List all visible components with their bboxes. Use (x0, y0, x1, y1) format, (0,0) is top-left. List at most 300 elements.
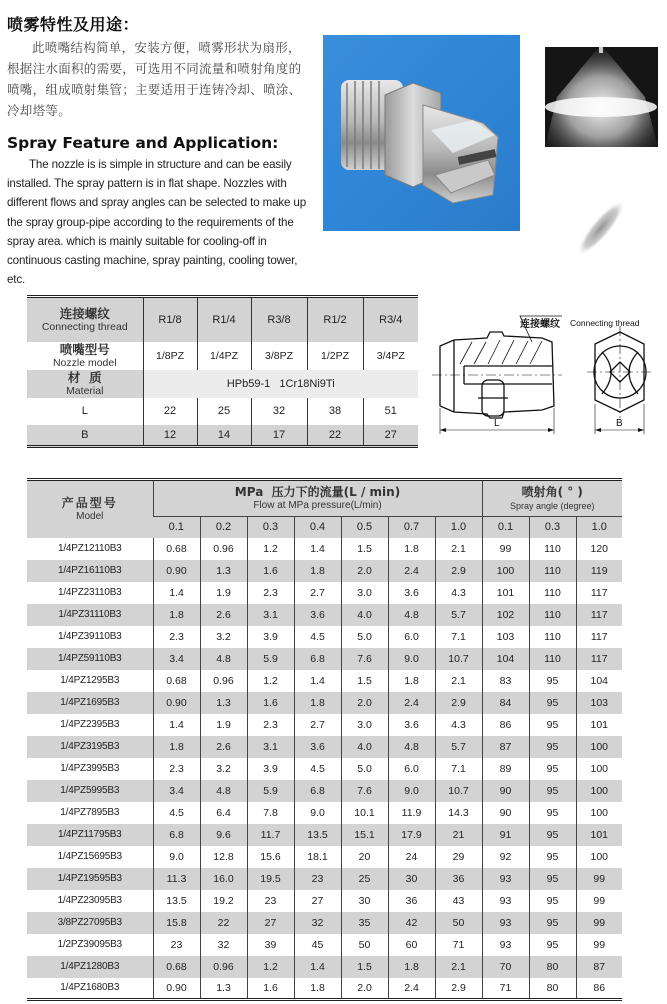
spec-cell: 14 (197, 425, 251, 447)
model-cell: 1/4PZ3995B3 (27, 758, 153, 780)
angle-cell: 100 (576, 758, 622, 780)
flow-table-row (27, 868, 622, 890)
flow-cell: 9.6 (200, 824, 247, 846)
flow-cell: 3.9 (247, 626, 294, 648)
flow-header-cn: MPa 压力下的流量(L / min) (234, 485, 401, 499)
flow-table-body (27, 538, 622, 1000)
angle-cell: 95 (529, 670, 576, 692)
angle-cell: 101 (482, 582, 529, 604)
model-cell: 1/4PZ16110B3 (27, 560, 153, 582)
flow-cell: 1.8 (294, 560, 341, 582)
flow-cell: 3.1 (247, 604, 294, 626)
flow-cell: 1.4 (294, 538, 341, 560)
angle-cell: 84 (482, 692, 529, 714)
flow-cell: 23 (153, 934, 200, 956)
angle-cell: 104 (482, 648, 529, 670)
flow-cell: 50 (341, 934, 388, 956)
angle-cell: 119 (576, 560, 622, 582)
pressure-header: 0.2 (200, 517, 247, 538)
model-cell: 1/4PZ59110B3 (27, 648, 153, 670)
nozzle-technical-drawing (432, 308, 664, 440)
angle-cell: 91 (482, 824, 529, 846)
angle-header-cn: 喷射角( ° ) (521, 485, 583, 499)
flow-table-row (27, 978, 622, 1000)
flow-cell: 1.8 (153, 604, 200, 626)
spec-cell: 3/4PZ (363, 342, 418, 370)
flow-cell: 13.5 (153, 890, 200, 912)
flow-cell: 1.8 (294, 692, 341, 714)
flow-cell: 2.3 (153, 626, 200, 648)
angle-cell: 90 (482, 802, 529, 824)
flow-cell: 1.4 (294, 956, 341, 978)
spec-cell: R1/2 (307, 297, 363, 342)
flow-cell: 2.9 (435, 692, 482, 714)
flow-cell: 1.8 (388, 956, 435, 978)
spec-label-cn: 材 质 (67, 369, 102, 385)
flow-cell: 9.0 (388, 648, 435, 670)
flow-cell: 2.1 (435, 956, 482, 978)
flow-table-row (27, 626, 622, 648)
flow-cell: 2.3 (153, 758, 200, 780)
pressure-header: 0.1 (153, 517, 200, 538)
nozzle-photo-illustration (323, 35, 520, 231)
model-cell: 1/4PZ12110B3 (27, 538, 153, 560)
flow-cell: 0.96 (200, 670, 247, 692)
angle-cell: 104 (576, 670, 622, 692)
angle-group-header (482, 480, 622, 517)
angle-cell: 110 (529, 648, 576, 670)
angle-cell: 89 (482, 758, 529, 780)
flow-cell: 24 (388, 846, 435, 868)
flow-cell: 5.0 (341, 758, 388, 780)
angle-cell: 103 (482, 626, 529, 648)
flow-table-row (27, 824, 622, 846)
spec-table (27, 295, 418, 448)
flow-cell: 27 (294, 890, 341, 912)
spec-cell: 12 (143, 425, 197, 447)
flow-cell: 32 (200, 934, 247, 956)
flow-cell: 18.1 (294, 846, 341, 868)
flow-cell: 1.8 (294, 978, 341, 1000)
flow-cell: 25 (341, 868, 388, 890)
model-cell: 3/8PZ27095B3 (27, 912, 153, 934)
pressure-header: 0.5 (341, 517, 388, 538)
spec-label-model (27, 342, 143, 370)
flow-cell: 0.96 (200, 956, 247, 978)
flow-cell: 4.3 (435, 714, 482, 736)
flow-cell: 14.3 (435, 802, 482, 824)
angle-cell: 102 (482, 604, 529, 626)
flow-cell: 3.6 (388, 714, 435, 736)
angle-cell: 99 (482, 538, 529, 560)
angle-cell: 95 (529, 802, 576, 824)
flat-spray-illustration (545, 47, 658, 147)
pressure-header: 1.0 (435, 517, 482, 538)
flow-cell: 1.4 (153, 582, 200, 604)
flow-cell: 10.7 (435, 780, 482, 802)
angle-cell: 100 (482, 560, 529, 582)
flow-cell: 2.6 (200, 736, 247, 758)
pressure-header: 0.3 (247, 517, 294, 538)
en-description: The nozzle is is simple in structure and can be easily installed. The spray pattern is in flat shape. Nozzles with different flows and spray angles can be selected to make up the spray group-pipe according to the requirements of the spray area. which is mainly suitable for cooling-off in continuous casting machine, spray painting, cooling tower, etc. (7, 158, 307, 287)
cn-description: 此喷嘴结构简单，安装方便，喷雾形状为扇形，根据注水面积的需要，可选用不同流量和喷射角度的喷嘴，组成喷射集管；主要适用于连铸冷却、喷涂、冷却塔等。 (7, 40, 302, 118)
model-cell: 1/4PZ19595B3 (27, 868, 153, 890)
spec-cell: 1/4PZ (197, 342, 251, 370)
flow-cell: 3.6 (294, 604, 341, 626)
angle-cell: 95 (529, 714, 576, 736)
spec-label-en: Connecting thread (41, 320, 128, 333)
flow-cell: 15.1 (341, 824, 388, 846)
angle-cell: 117 (576, 626, 622, 648)
flow-cell: 23 (294, 868, 341, 890)
flow-cell: 1.2 (247, 956, 294, 978)
flow-cell: 6.8 (294, 648, 341, 670)
flow-cell: 2.0 (341, 978, 388, 1000)
angle-cell: 92 (482, 846, 529, 868)
model-cell: 1/4PZ23095B3 (27, 890, 153, 912)
flow-cell: 36 (435, 868, 482, 890)
flow-cell: 71 (435, 934, 482, 956)
spec-cell: 32 (251, 398, 307, 425)
flow-cell: 6.0 (388, 626, 435, 648)
angle-cell: 95 (529, 780, 576, 802)
model-cell: 1/4PZ2395B3 (27, 714, 153, 736)
flow-cell: 11.9 (388, 802, 435, 824)
spec-row-model (27, 342, 418, 370)
angle-cell: 110 (529, 626, 576, 648)
flow-cell: 32 (294, 912, 341, 934)
flow-cell: 2.9 (435, 560, 482, 582)
flow-cell: 3.4 (153, 648, 200, 670)
angle-cell: 101 (576, 824, 622, 846)
spec-row-material (27, 370, 418, 398)
angle-cell: 99 (576, 890, 622, 912)
spec-cell: R1/8 (143, 297, 197, 342)
flow-cell: 1.4 (153, 714, 200, 736)
flow-cell: 19.2 (200, 890, 247, 912)
model-cell: 1/4PZ39110B3 (27, 626, 153, 648)
flow-cell: 5.9 (247, 780, 294, 802)
spec-cell: R3/8 (251, 297, 307, 342)
flow-cell: 4.0 (341, 604, 388, 626)
flow-cell: 30 (388, 868, 435, 890)
flow-table-row (27, 670, 622, 692)
angle-cell: 100 (576, 736, 622, 758)
flow-cell: 1.6 (247, 692, 294, 714)
flow-cell: 6.4 (200, 802, 247, 824)
flow-cell: 17.9 (388, 824, 435, 846)
flow-cell: 3.0 (341, 582, 388, 604)
flow-cell: 36 (388, 890, 435, 912)
angle-cell: 90 (482, 780, 529, 802)
flow-header-en: Flow at MPa pressure(L/min) (253, 500, 382, 511)
flow-table-row (27, 934, 622, 956)
angle-cell: 70 (482, 956, 529, 978)
flow-cell: 27 (247, 912, 294, 934)
angle-cell: 71 (482, 978, 529, 1000)
en-section-title: Spray Feature and Application: (7, 134, 279, 152)
flow-cell: 20 (341, 846, 388, 868)
model-cell: 1/4PZ1280B3 (27, 956, 153, 978)
flow-table-row (27, 802, 622, 824)
flow-table-row (27, 736, 622, 758)
flow-table-row (27, 538, 622, 560)
diagram-thread-label-cn: 连接螺纹 (520, 319, 560, 330)
pressure-header: 0.7 (388, 517, 435, 538)
flat-spray-photo (545, 47, 658, 147)
spec-cell: 1/8PZ (143, 342, 197, 370)
flow-table-row (27, 692, 622, 714)
flow-cell: 5.7 (435, 604, 482, 626)
flow-cell: 0.90 (153, 978, 200, 1000)
flow-cell: 2.6 (200, 604, 247, 626)
flow-cell: 2.4 (388, 560, 435, 582)
flow-table-row (27, 648, 622, 670)
angle-cell: 110 (529, 582, 576, 604)
flow-cell: 13.5 (294, 824, 341, 846)
spec-material-value: HPb59-1 1Cr18Ni9Ti (143, 370, 418, 398)
angle-pressure-header: 1.0 (576, 517, 622, 538)
flow-cell: 11.7 (247, 824, 294, 846)
flow-cell: 2.0 (341, 692, 388, 714)
flow-cell: 35 (341, 912, 388, 934)
flow-cell: 30 (341, 890, 388, 912)
angle-cell: 101 (576, 714, 622, 736)
flow-table-row (27, 956, 622, 978)
flow-cell: 7.8 (247, 802, 294, 824)
flow-cell: 2.1 (435, 670, 482, 692)
angle-cell: 80 (529, 978, 576, 1000)
angle-cell: 95 (529, 692, 576, 714)
flow-cell: 19.5 (247, 868, 294, 890)
flow-cell: 7.6 (341, 648, 388, 670)
flow-cell: 50 (435, 912, 482, 934)
angle-cell: 95 (529, 758, 576, 780)
spec-cell: R1/4 (197, 297, 251, 342)
spec-label-cn: 喷嘴型号 (59, 341, 110, 357)
angle-cell: 95 (529, 912, 576, 934)
flow-cell: 1.5 (341, 956, 388, 978)
flow-cell: 1.3 (200, 560, 247, 582)
flow-cell: 7.6 (341, 780, 388, 802)
flow-cell: 1.4 (294, 670, 341, 692)
flow-table-row (27, 780, 622, 802)
flow-table-row (27, 604, 622, 626)
flow-cell: 4.8 (388, 736, 435, 758)
flow-group-header (153, 480, 482, 517)
flow-cell: 2.4 (388, 978, 435, 1000)
flow-cell: 1.9 (200, 714, 247, 736)
diagram-dim-b: B (616, 418, 623, 429)
angle-cell: 87 (482, 736, 529, 758)
flow-cell: 1.2 (247, 670, 294, 692)
spec-label-thread (27, 297, 143, 342)
spec-cell: R3/4 (363, 297, 418, 342)
flow-cell: 1.3 (200, 692, 247, 714)
flow-cell: 1.5 (341, 670, 388, 692)
angle-pressure-header: 0.3 (529, 517, 576, 538)
model-cell: 1/4PZ11795B3 (27, 824, 153, 846)
model-cell: 1/2PZ39095B3 (27, 934, 153, 956)
flow-cell: 5.0 (341, 626, 388, 648)
flow-cell: 1.3 (200, 978, 247, 1000)
flow-cell: 0.68 (153, 670, 200, 692)
model-cell: 1/4PZ23110B3 (27, 582, 153, 604)
flow-cell: 2.4 (388, 692, 435, 714)
flow-cell: 4.5 (294, 626, 341, 648)
angle-cell: 117 (576, 604, 622, 626)
flow-cell: 21 (435, 824, 482, 846)
flow-cell: 0.68 (153, 956, 200, 978)
flow-cell: 5.9 (247, 648, 294, 670)
flow-cell: 1.8 (388, 538, 435, 560)
angle-cell: 100 (576, 780, 622, 802)
angle-cell: 110 (529, 538, 576, 560)
flow-table-row (27, 582, 622, 604)
model-cell: 1/4PZ1295B3 (27, 670, 153, 692)
flow-cell: 4.3 (435, 582, 482, 604)
model-header-cn: 产品型号 (61, 495, 118, 510)
flow-cell: 2.0 (341, 560, 388, 582)
angle-cell: 110 (529, 560, 576, 582)
flow-cell: 39 (247, 934, 294, 956)
flow-cell: 23 (247, 890, 294, 912)
flow-cell: 2.7 (294, 582, 341, 604)
model-cell: 1/4PZ7895B3 (27, 802, 153, 824)
angle-cell: 100 (576, 802, 622, 824)
spec-row-l (27, 398, 418, 425)
cn-section-title: 喷雾特性及用途： (7, 15, 140, 34)
spec-label-en: Nozzle model (52, 356, 117, 369)
flow-cell: 6.8 (294, 780, 341, 802)
spec-cell: 51 (363, 398, 418, 425)
flow-table-row (27, 890, 622, 912)
flow-cell: 7.1 (435, 626, 482, 648)
angle-cell: 95 (529, 736, 576, 758)
flow-cell: 60 (388, 934, 435, 956)
flow-cell: 3.9 (247, 758, 294, 780)
model-header-en: Model (76, 510, 104, 522)
spec-cell: 25 (197, 398, 251, 425)
flow-cell: 1.6 (247, 560, 294, 582)
angle-cell: 86 (482, 714, 529, 736)
flow-cell: 42 (388, 912, 435, 934)
angle-cell: 95 (529, 934, 576, 956)
flow-cell: 6.8 (153, 824, 200, 846)
nozzle-photo (323, 35, 520, 231)
angle-cell: 99 (576, 934, 622, 956)
model-column-header (27, 480, 153, 538)
flow-cell: 3.1 (247, 736, 294, 758)
angle-cell: 117 (576, 582, 622, 604)
spec-cell: 22 (143, 398, 197, 425)
spec-row-thread (27, 297, 418, 342)
model-cell: 1/4PZ1680B3 (27, 978, 153, 1000)
flow-table-row (27, 714, 622, 736)
spray-pattern-icon (565, 190, 637, 265)
angle-cell: 120 (576, 538, 622, 560)
angle-cell: 93 (482, 912, 529, 934)
flow-cell: 4.8 (388, 604, 435, 626)
flow-cell: 22 (200, 912, 247, 934)
flow-cell: 1.2 (247, 538, 294, 560)
flow-cell: 3.4 (153, 780, 200, 802)
flow-cell: 3.2 (200, 758, 247, 780)
diagram-dim-l: L (494, 418, 500, 429)
angle-cell: 87 (576, 956, 622, 978)
flow-table-row (27, 758, 622, 780)
flow-cell: 9.0 (294, 802, 341, 824)
flow-cell: 0.68 (153, 538, 200, 560)
angle-cell: 95 (529, 824, 576, 846)
angle-cell: 83 (482, 670, 529, 692)
flow-cell: 6.0 (388, 758, 435, 780)
spec-cell: 27 (363, 425, 418, 447)
flow-cell: 7.1 (435, 758, 482, 780)
model-cell: 1/4PZ5995B3 (27, 780, 153, 802)
flow-cell: 9.0 (153, 846, 200, 868)
spec-label-material (27, 370, 143, 398)
flow-cell: 2.1 (435, 538, 482, 560)
spec-label-en: Material (66, 384, 104, 397)
angle-header-en: Spray angle (degree) (509, 501, 595, 511)
flow-cell: 3.0 (341, 714, 388, 736)
spec-cell: 1/2PZ (307, 342, 363, 370)
angle-cell: 99 (576, 868, 622, 890)
flow-cell: 0.90 (153, 560, 200, 582)
spec-cell: 38 (307, 398, 363, 425)
angle-cell: 80 (529, 956, 576, 978)
angle-cell: 110 (529, 604, 576, 626)
flow-cell: 43 (435, 890, 482, 912)
spec-cell: 22 (307, 425, 363, 447)
pressure-header: 0.4 (294, 517, 341, 538)
model-cell: 1/4PZ3195B3 (27, 736, 153, 758)
flow-cell: 4.8 (200, 780, 247, 802)
flow-cell: 2.7 (294, 714, 341, 736)
flow-cell: 11.3 (153, 868, 200, 890)
spec-label-l: L (27, 398, 143, 425)
flow-cell: 1.5 (341, 538, 388, 560)
flow-cell: 3.2 (200, 626, 247, 648)
flow-cell: 29 (435, 846, 482, 868)
diagram-thread-label-en: Connecting thread (570, 318, 640, 328)
flow-cell: 15.8 (153, 912, 200, 934)
flow-table-row (27, 846, 622, 868)
spec-cell: 3/8PZ (251, 342, 307, 370)
flow-cell: 3.6 (388, 582, 435, 604)
flow-cell: 2.3 (247, 714, 294, 736)
flow-cell: 45 (294, 934, 341, 956)
angle-cell: 103 (576, 692, 622, 714)
angle-cell: 93 (482, 890, 529, 912)
flow-cell: 3.6 (294, 736, 341, 758)
flow-table-header-row (27, 480, 622, 517)
angle-cell: 86 (576, 978, 622, 1000)
angle-cell: 93 (482, 868, 529, 890)
flow-cell: 1.9 (200, 582, 247, 604)
flow-cell: 5.7 (435, 736, 482, 758)
angle-cell: 93 (482, 934, 529, 956)
flow-cell: 12.8 (200, 846, 247, 868)
flow-cell: 0.90 (153, 692, 200, 714)
spec-cell: 17 (251, 425, 307, 447)
flow-cell: 1.6 (247, 978, 294, 1000)
flow-cell: 2.9 (435, 978, 482, 1000)
flow-cell: 4.0 (341, 736, 388, 758)
spec-label-cn: 连接螺纹 (59, 305, 110, 321)
spec-row-b (27, 425, 418, 447)
